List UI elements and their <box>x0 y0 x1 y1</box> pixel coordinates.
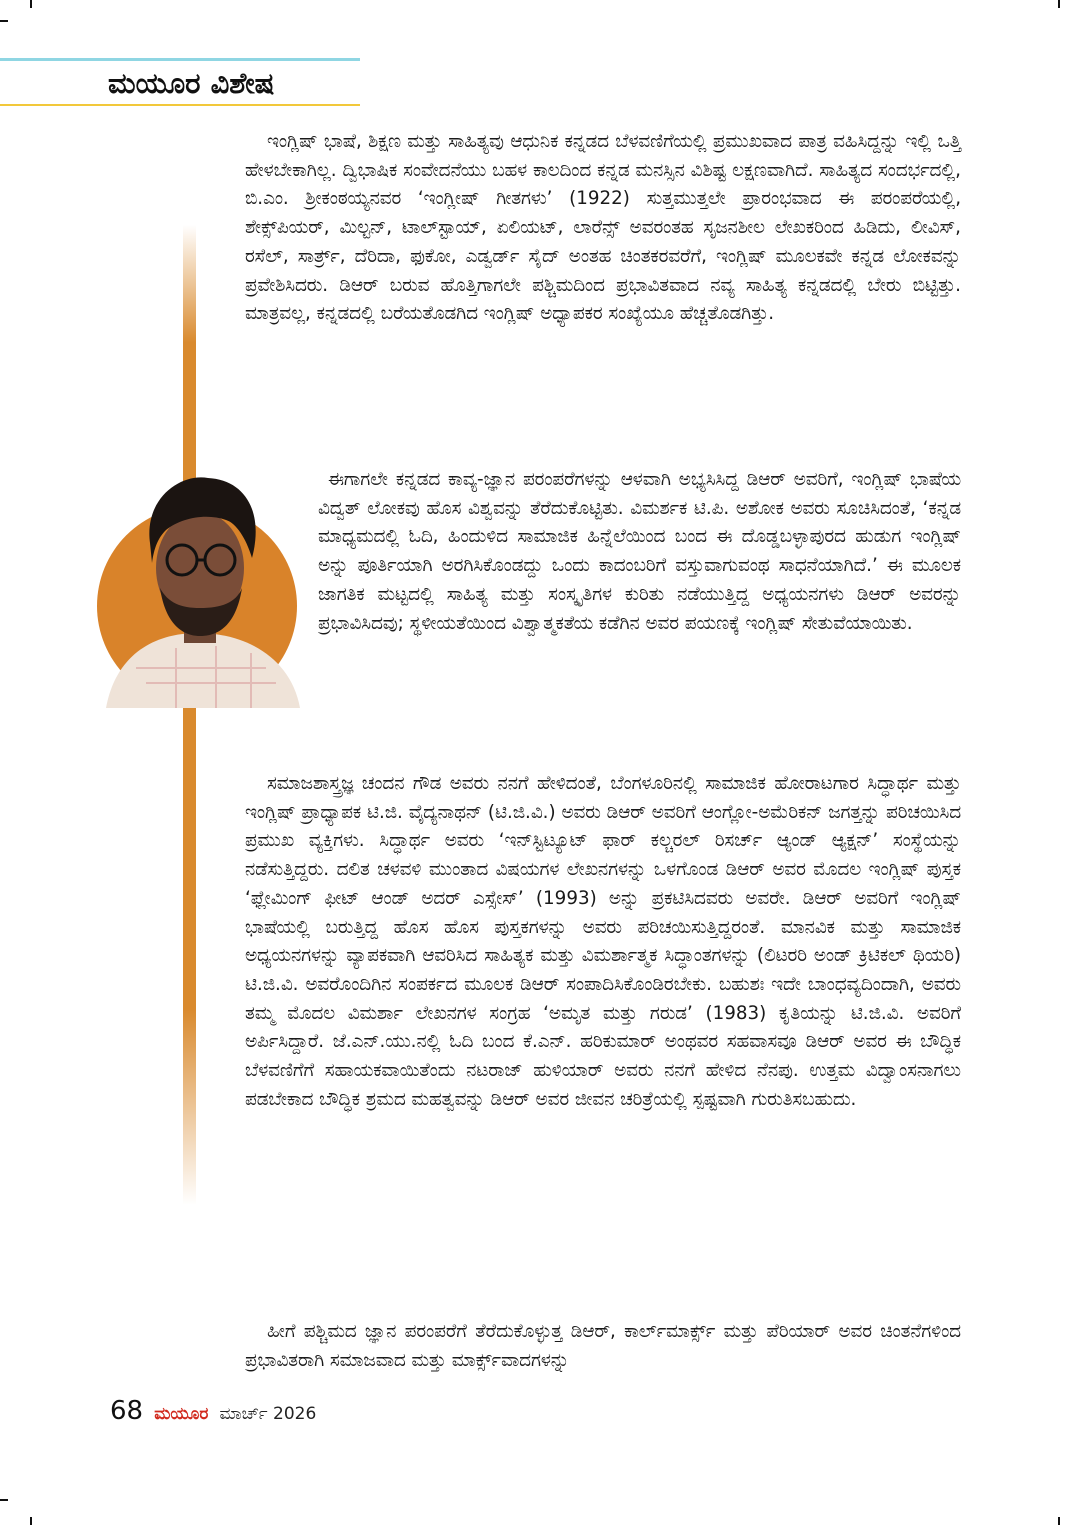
page-footer <box>110 1396 316 1426</box>
article-paragraph: ಸಮಾಜಶಾಸ್ತ್ರಜ್ಞ ಚಂದನ ಗೌಡ ಅವರು ನನಗೆ ಹೇಳಿದಂತೆ, ಬೆಂಗಳೂರಿನಲ್ಲಿ ಸಾಮಾಜಿಕ ಹೋರಾಟಗಾರ ಸಿದ್ಧಾರ್ಥ ಮತ್ತು ಇಂಗ್ಲಿಷ್ ಪ್ರಾಧ್ಯಾಪಕ ಟಿ.ಜಿ. ವೈದ್ಯನಾಥನ್ (ಟಿ.ಜಿ.ವಿ.) ಅವರು ಡಿಆರ್ ಅವರಿಗೆ ಆಂಗ್ಲೋ-ಅಮೆರಿಕನ್ ಜಗತ್ತನ್ನು ಪರಿಚಯಿಸಿದ ಪ್ರಮುಖ ವ್ಯಕ್ತಿಗಳು. ಸಿದ್ಧಾರ್ಥ ಅವರು ‘ಇನ್‌ಸ್ಟಿಟ್ಯೂಟ್ ಫಾರ್ ಕಲ್ಚರಲ್ ರಿಸರ್ಚ್ ಆ್ಯಂಡ್ ಆ್ಯಕ್ಷನ್’ ಸಂಸ್ಥೆಯನ್ನು ನಡೆಸುತ್ತಿದ್ದರು. ದಲಿತ ಚಳವಳಿ ಮುಂತಾದ ವಿಷಯಗಳ ಲೇಖನಗಳನ್ನು ಒಳಗೊಂಡ ಡಿಆರ್ ಅವರ ಮೊದಲ ಇಂಗ್ಲಿಷ್ ಪುಸ್ತಕ ‘ಫ್ಲೇಮಿಂಗ್ ಫೀಟ್ ಆಂಡ್ ಅದರ್ ಎಸ್ಸೇಸ್’ (1993) ಅನ್ನು ಪ್ರಕಟಿಸಿದವರು ಅವರೇ. ಡಿಆರ್ ಅವರಿಗೆ ಇಂಗ್ಲಿಷ್ ಭಾಷೆಯಲ್ಲಿ ಬರುತ್ತಿದ್ದ ಹೊಸ ಹೊಸ ಪುಸ್ತಕಗಳನ್ನು ಅವರು ಪರಿಚಯಿಸುತ್ತಿದ್ದರಂತೆ. ಮಾನವಿಕ ಮತ್ತು ಸಾಮಾಜಿಕ ಅಧ್ಯಯನಗಳನ್ನು ವ್ಯಾಪಕವಾಗಿ ಆವರಿಸಿದ ಸಾಹಿತ್ಯಕ ಮತ್ತು ವಿಮರ್ಶಾತ್ಮಕ ಸಿದ್ಧಾಂತಗಳನ್ನು (ಲಿಟರರಿ ಅಂಡ್ ಕ್ರಿಟಿಕಲ್ ಥಿಯರಿ) ಟಿ.ಜಿ.ವಿ. ಅವರೊಂದಿಗಿನ ಸಂಪರ್ಕದ ಮೂಲಕ ಡಿಆರ್ ಸಂಪಾದಿಸಿಕೊಂಡಿರಬೇಕು. ಬಹುಶಃ ಇದೇ ಬಾಂಧವ್ಯದಿಂದಾಗಿ, ಅವರು ತಮ್ಮ ಮೊದಲ ವಿಮರ್ಶಾ ಲೇಖನಗಳ ಸಂಗ್ರಹ ‘ಅಮೃತ ಮತ್ತು ಗರುಡ’ (1983) ಕೃತಿಯನ್ನು ಟಿ.ಜಿ.ವಿ. ಅವರಿಗೆ ಅರ್ಪಿಸಿದ್ದಾರೆ. ಜೆ.ಎನ್.ಯು.ನಲ್ಲಿ ಓದಿ ಬಂದ ಕೆ.ಎನ್. ಹರಿಕುಮಾರ್ ಅಂಥವರ ಸಹವಾಸವೂ ಡಿಆರ್ ಅವರ ಈ ಬೌದ್ಧಿಕ ಬೆಳವಣಿಗೆಗೆ ಸಹಾಯಕವಾಯಿತೆಂದು ನಟರಾಜ್ ಹುಳಿಯಾರ್ ಅವರು ನನಗೆ ಹೇಳಿದ ನೆನಪು. ಉತ್ತಮ ವಿದ್ವಾಂಸನಾಗಲು ಪಡಬೇಕಾದ ಬೌದ್ಧಿಕ ಶ್ರಮದ ಮಹತ್ವವನ್ನು ಡಿಆರ್ ಅವರ ಜೀವನ ಚರಿತ್ರೆಯಲ್ಲಿ ಸ್ಪಷ್ಟವಾಗಿ ಗುರುತಿಸಬಹುದು. <box>245 773 961 1110</box>
article-paragraph: ಇಂಗ್ಲಿಷ್ ಭಾಷೆ, ಶಿಕ್ಷಣ ಮತ್ತು ಸಾಹಿತ್ಯವು ಆಧುನಿಕ ಕನ್ನಡದ ಬೆಳವಣಿಗೆಯಲ್ಲಿ ಪ್ರಮುಖವಾದ ಪಾತ್ರ ವಹಿಸಿದ್ದನ್ನು ಇಲ್ಲಿ ಒತ್ತಿ ಹೇಳಬೇಕಾಗಿಲ್ಲ. ದ್ವಿಭಾಷಿಕ ಸಂವೇದನೆಯು ಬಹಳ ಕಾಲದಿಂದ ಕನ್ನಡ ಮನಸ್ಸಿನ ವಿಶಿಷ್ಟ ಲಕ್ಷಣವಾಗಿದೆ. ಸಾಹಿತ್ಯದ ಸಂದರ್ಭದಲ್ಲಿ, ಬಿ.ಎಂ. ಶ್ರೀಕಂಠಯ್ಯನವರ ‘ಇಂಗ್ಲೀಷ್ ಗೀತಗಳು’ (1922) ಸುತ್ತಮುತ್ತಲೇ ಪ್ರಾರಂಭವಾದ ಈ ಪರಂಪರೆಯಲ್ಲಿ, ಶೇಕ್ಸ್‌ಪಿಯರ್, ಮಿಲ್ಟನ್, ಟಾಲ್‌ಸ್ಟಾಯ್, ಏಲಿಯಟ್, ಲಾರೆನ್ಸ್ ಅವರಂತಹ ಸೃಜನಶೀಲ ಲೇಖಕರಿಂದ ಹಿಡಿದು, ಲೀವಿಸ್, ರಸೆಲ್, ಸಾರ್ತ್ರ್, ದೆರಿದಾ, ಫುಕೋ, ಎಡ್ವರ್ಡ್ ಸೈದ್ ಅಂತಹ ಚಿಂತಕರವರೆಗೆ, ಇಂಗ್ಲಿಷ್ ಮೂಲಕವೇ ಕನ್ನಡ ಲೋಕವನ್ನು ಪ್ರವೇಶಿಸಿದರು. ಡಿಆರ್ ಬರುವ ಹೊತ್ತಿಗಾಗಲೇ ಪಶ್ಚಿಮದಿಂದ ಪ್ರಭಾವಿತವಾದ ನವ್ಯ ಸಾಹಿತ್ಯ ಕನ್ನಡದಲ್ಲಿ ಬೇರು ಬಿಟ್ಟಿತ್ತು. ಮಾತ್ರವಲ್ಲ, ಕನ್ನಡದಲ್ಲಿ ಬರೆಯತೊಡಗಿದ ಇಂಗ್ಲಿಷ್ ಅಧ್ಯಾಪಕರ ಸಂಖ್ಯೆಯೂ ಹೆಚ್ಚತೊಡಗಿತ್ತು. <box>245 131 961 325</box>
section-title: ಮಯೂರ ವಿಶೇಷ <box>108 66 275 100</box>
crop-mark <box>0 1499 8 1501</box>
author-portrait <box>86 468 308 708</box>
issue-date: ಮಾರ್ಚ್ 2026 <box>219 1404 317 1424</box>
crop-mark <box>30 0 32 8</box>
article-paragraph: ಹೀಗೆ ಪಶ್ಚಿಮದ ಜ್ಞಾನ ಪರಂಪರೆಗೆ ತೆರೆದುಕೊಳ್ಳುತ್ತ ಡಿಆರ್, ಕಾರ್ಲ್‌ಮಾರ್ಕ್ಸ್ ಮತ್ತು ಪೆರಿಯಾರ್ ಅವರ ಚಿಂತನೆಗಳಿಂದ ಪ್ರಭಾವಿತರಾಗಿ ಸಮಾಜವಾದ ಮತ್ತು ಮಾರ್ಕ್ಸ್‌ವಾದಗಳನ್ನು <box>245 1321 961 1371</box>
crop-mark <box>30 1517 32 1525</box>
crop-mark <box>1058 1517 1060 1525</box>
crop-mark <box>1058 0 1060 8</box>
header-rule-top <box>0 58 360 61</box>
page-number: 68 <box>110 1396 144 1426</box>
header-rule-bottom <box>0 104 360 106</box>
magazine-name: ಮಯೂರ <box>154 1404 209 1424</box>
article-paragraph: ಈಗಾಗಲೇ ಕನ್ನಡದ ಕಾವ್ಯ-ಜ್ಞಾನ ಪರಂಪರೆಗಳನ್ನು ಆಳವಾಗಿ ಅಭ್ಯಸಿಸಿದ್ದ ಡಿಆರ್ ಅವರಿಗೆ, ಇಂಗ್ಲಿಷ್ ಭಾಷೆಯ ವಿದ್ವತ್ ಲೋಕವು ಹೊಸ ವಿಶ್ವವನ್ನು ತೆರೆದುಕೊಟ್ಟಿತು. ವಿಮರ್ಶಕ ಟಿ.ಪಿ. ಅಶೋಕ ಅವರು ಸೂಚಿಸಿದಂತೆ, ‘ಕನ್ನಡ ಮಾಧ್ಯಮದಲ್ಲಿ ಓದಿ, ಹಿಂದುಳಿದ ಸಾಮಾಜಿಕ ಹಿನ್ನೆಲೆಯಿಂದ ಬಂದ ಈ ದೊಡ್ಡಬಳ್ಳಾಪುರದ ಹುಡುಗ ಇಂಗ್ಲಿಷ್ ಅನ್ನು ಪೂರ್ತಿಯಾಗಿ ಅರಗಿಸಿಕೊಂಡದ್ದು ಒಂದು ಕಾದಂಬರಿಗೆ ವಸ್ತುವಾಗುವಂಥ ಸಾಧನೆಯಾಗಿದೆ.’ ಈ ಮೂಲಕ ಜಾಗತಿಕ ಮಟ್ಟದಲ್ಲಿ ಸಾಹಿತ್ಯ ಮತ್ತು ಸಂಸ್ಕೃತಿಗಳ ಕುರಿತು ನಡೆಯುತ್ತಿದ್ದ ಅಧ್ಯಯನಗಳು ಡಿಆರ್ ಅವರನ್ನು ಪ್ರಭಾವಿಸಿದವು; ಸ್ಥಳೀಯತೆಯಿಂದ ವಿಶ್ವಾತ್ಮಕತೆಯ ಕಡೆಗಿನ ಅವರ ಪಯಣಕ್ಕೆ ಇಂಗ್ಲಿಷ್ ಸೇತುವೆಯಾಯಿತು. <box>318 469 961 634</box>
accent-bar <box>183 225 196 1205</box>
crop-mark <box>0 20 8 22</box>
